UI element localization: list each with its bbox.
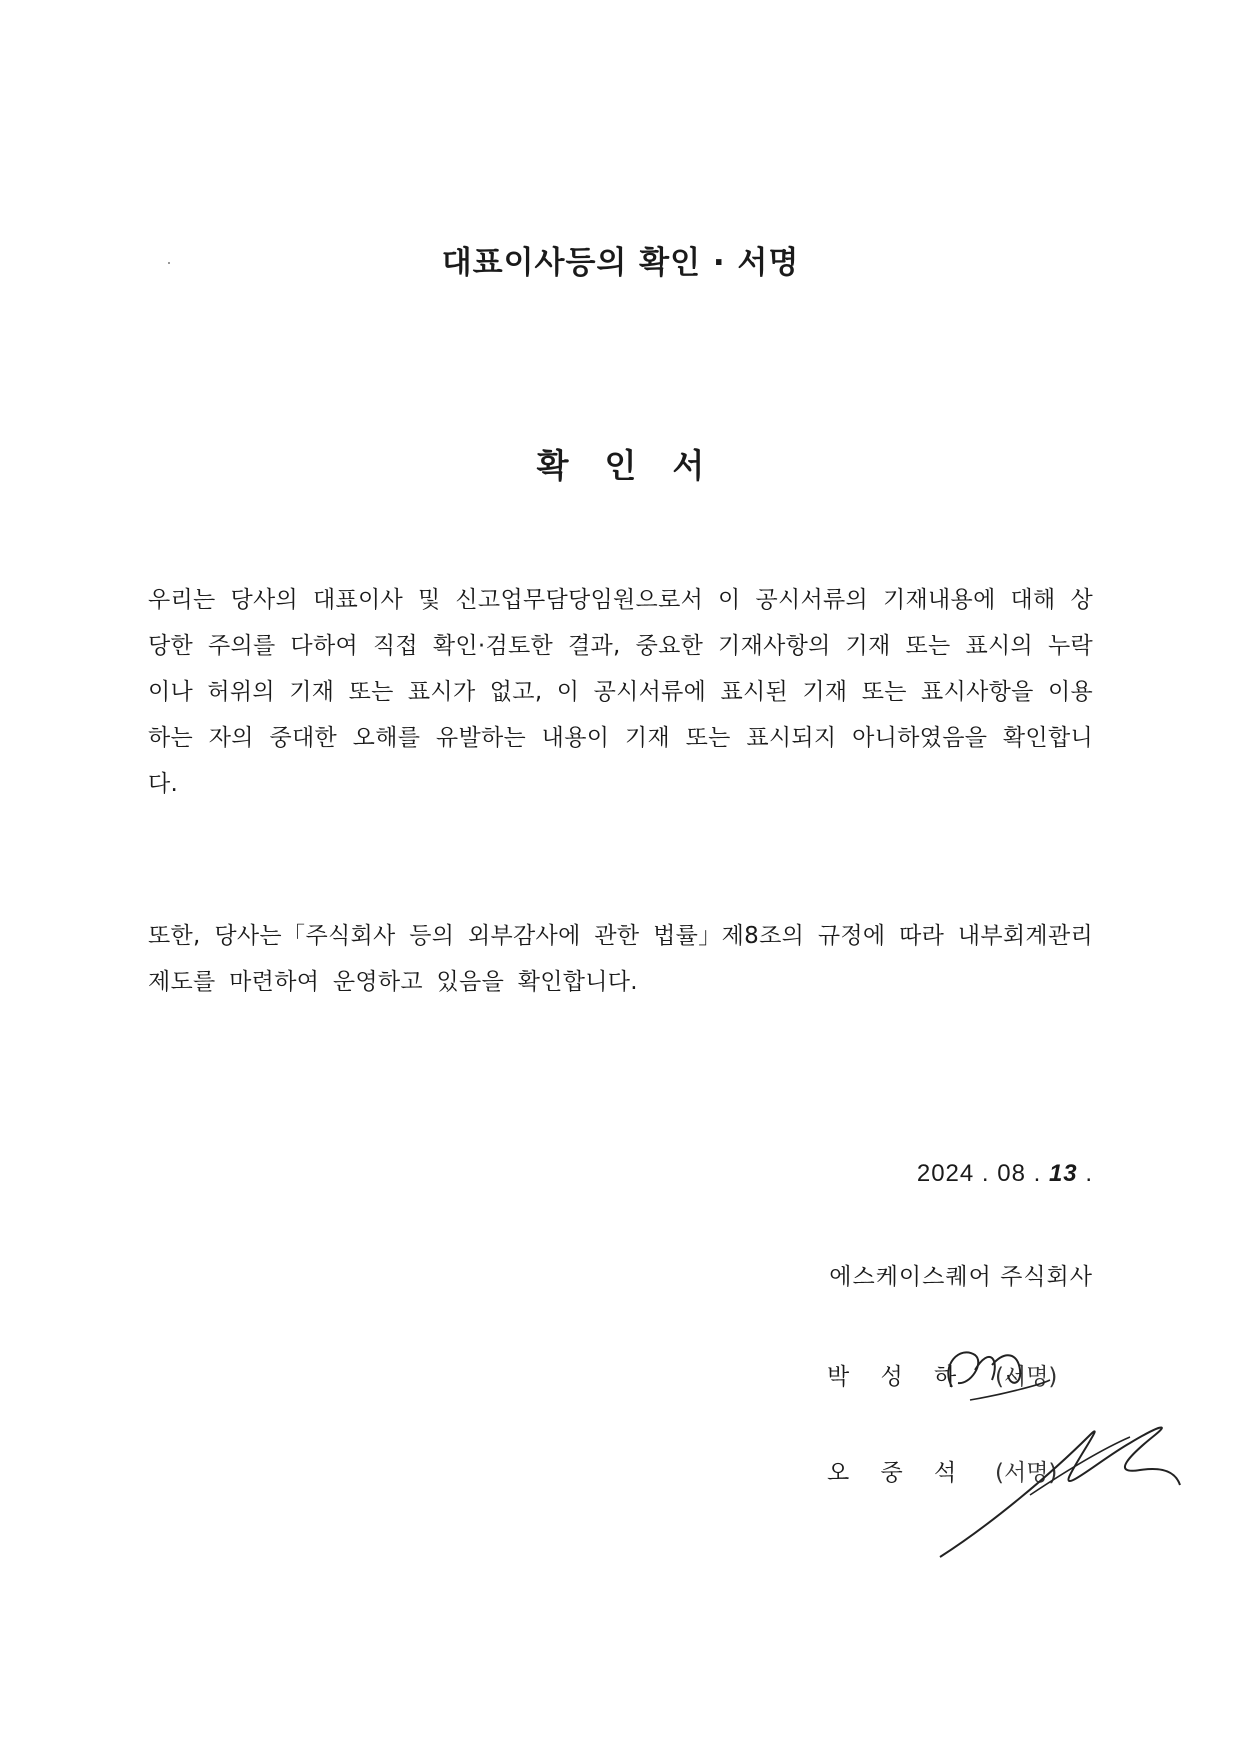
internal-control-paragraph: 또한, 당사는「주식회사 등의 외부감사에 관한 법률」제8조의 규정에 따라 내부회계관리제도를 마련하여 운영하고 있음을 확인합니다. bbox=[148, 923, 1093, 995]
company-name: 에스케이스퀘어 주식회사 bbox=[829, 1264, 1093, 1290]
page-title: 대표이사등의 확인 · 서명 bbox=[441, 245, 800, 281]
ceo-signature-stroke bbox=[970, 1380, 1050, 1400]
date-day-handwritten: 13 bbox=[1048, 1160, 1078, 1187]
officer-signature-stroke bbox=[940, 1427, 1180, 1557]
date-suffix: . bbox=[1077, 1160, 1093, 1187]
date-year-month: 2024 . 08 . bbox=[916, 1160, 1042, 1187]
confirmation-paragraph: 우리는 당사의 대표이사 및 신고업무담당임원으로서 이 공시서류의 기재내용에 대해 상당한 주의를 다하여 직접 확인·검토한 결과, 중요한 기재사항의 기재 또는 표시의 누락이나 허위의 기재 또는 표시가 없고, 이 공시서류에 표시된 기재 또는 표시사항을 이용하는 자의 중대한 오해를 유발하는 내용이 기재 또는 표시되지 아니하였음을 확인합니다. bbox=[148, 587, 1093, 797]
signatory-name: 박 성 하 bbox=[827, 1364, 969, 1390]
signature-label: (서명) bbox=[995, 1460, 1058, 1486]
ceo-signature-stroke bbox=[948, 1352, 1020, 1387]
document-heading: 확인서 bbox=[536, 446, 741, 485]
signature-label: (서명) bbox=[995, 1364, 1058, 1390]
signing-date bbox=[917, 1160, 1093, 1188]
handwritten-signatures bbox=[930, 1325, 1190, 1565]
signatory-name: 오 중 석 bbox=[827, 1460, 969, 1486]
